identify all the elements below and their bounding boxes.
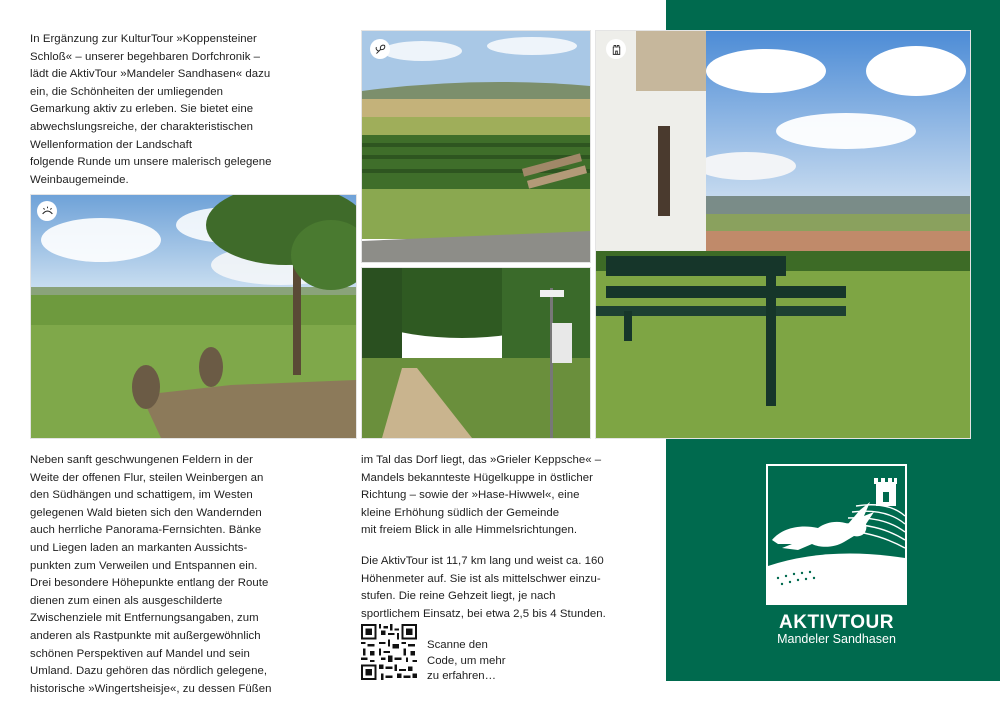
photo-relax-meadow [30,194,357,439]
intro-paragraph: In Ergänzung zur KulturTour »Koppensteiner Schloß« – unserer begehbaren Dorfchronik – lädt die AktivTour »Mandeler Sandhasen« dazu ein, die Schönheiten der umliegenden Gemarkung aktiv zu erleben. Sie bietet eine abwechslungsreiche, der charakteristischen Wellenformation der Landschaft folgende Runde um unsere malerisch gelegene Weinbaugemeinde. [30,33,272,186]
body-paragraph-mid: im Tal das Dorf liegt, das »Grieler Keppsche« – Mandels bekannteste Hügelkuppe in östlicher Richtung – sowie der »Hase-Hiwwel«, eine kleine Erhöhung südlich der Gemeinde mit freiem Blick in alle Himmelsrichtungen. [361,454,602,537]
tour-facts-paragraph: Die AktivTour ist 11,7 km lang und weist ca. 160 Höhenmeter auf. Sie ist als mittelschwer einzu- stufen. Die reine Gehzeit liegt, je nach sportlichem Einsatz, bei etwa 2,5 bis 4 Stunden. [361,555,606,620]
photo-vineyard [361,30,591,263]
body-paragraph-left: Neben sanft geschwungenen Feldern in der Weite der offenen Flur, steilen Weinbergen an den Südhängen und schattigem, im Westen gelegenen Wald bieten sich den Wandernden auch herrliche Panorama-Fernsichten. Bänke und Liegen laden an markanten Aussichts- punkten zum Verweilen und Entspannen ein. Drei besondere Höhepunkte entlang der Route dienen zum einen als ausgeschilderte Zwischenziele mit Entfernungsangaben, zum anderen als Rastpunkte mit außergewöhnlich schönen Perspektiven auf Mandel und sein Umland. Dazu gehören das nördlich gelegene, historische »Wingertsheisje«, zu dessen Füßen [30,454,272,695]
relax-icon [37,201,57,221]
qr-caption: Scanne den Code, um mehr zu erfahren… [427,639,506,682]
logo-subtitle: Mandeler Sandhasen [777,632,896,646]
hare-logo-icon [766,464,907,605]
logo-title: AKTIVTOUR [779,612,894,633]
vine-leaf-icon [370,39,390,59]
qr-code[interactable] [361,624,417,680]
photo-forest-path [361,267,591,439]
photo-bench-view [595,30,971,439]
tower-icon [606,39,626,59]
